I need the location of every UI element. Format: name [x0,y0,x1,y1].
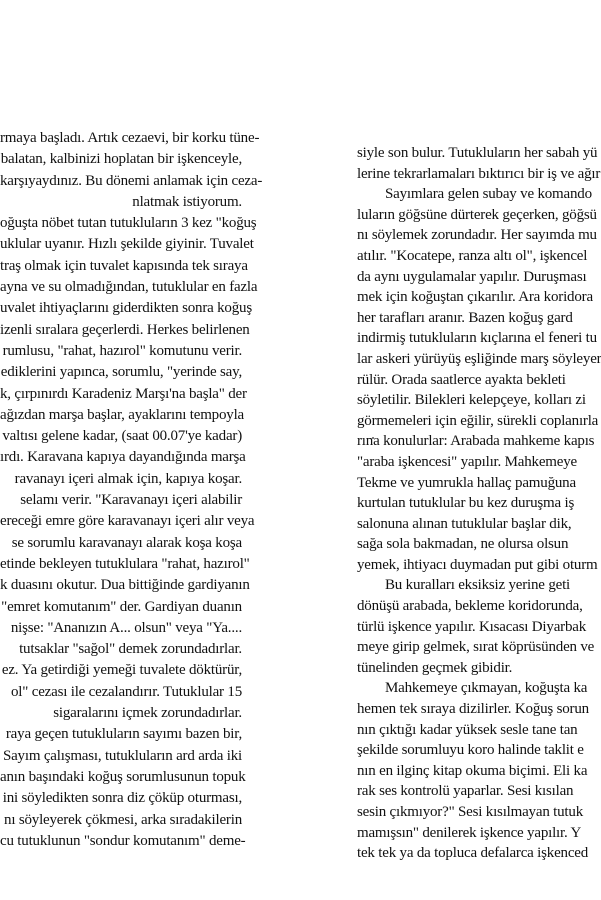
text-line: sesin çıkmıyor?" Sesi kısılmayan tutuk [357,804,583,820]
text-line: ravanayı içeri almak için, kapıya koşar. [14,470,242,487]
text-line: ereceği emre göre karavanayı içeri alır veya [0,513,255,530]
text-line: luların göğsüne dürterek geçerken, göğsü [357,206,597,223]
paragraph-start-line: Mahkemeye çıkmayan, koğuşta ka [385,680,588,697]
left-page [0,128,300,849]
text-line: traş olmak için tuvalet kapısında tek sıraya [0,257,248,274]
text-line: tek tek ya da topluca defalarca işkenced [357,845,589,862]
text-line: oğuşta nöbet tutan tutukluların 3 kez "koğuş [0,215,257,232]
text-line: lerine tekrarlamaları bıktırıcı bir iş ve ağır [357,165,601,182]
text-line: her tarafları aranır. Bazen koğuş gard [357,309,573,326]
text-line: sağa sola bakmadan, ne olursa olsun [357,536,569,553]
text-line: valtısı gelene kadar, (saat 00.07'ye kadar) [2,428,242,445]
text-line: nişse: "Ananızın A... olsun" veya "Ya.... [10,619,242,636]
text-line: "emret komutanım" der. Gardiyan duanın [1,598,242,615]
text-line: indirmiş tutukluların kıçlarına el feneri tu [357,330,597,347]
text-line: türlü işkence yapılır. Kısacası Diyarbak [357,618,587,635]
text-line: atılır. "Kocatepe, ranza altı ol", işkencel [357,247,588,264]
text-line: "araba işkencesi" yapılır. Mahkemeye [357,453,577,470]
text-line: kurtulan tutuklular bu kez duruşma iş [357,495,575,512]
text-line: görmemeleri için eğilir, sürekli coplanırla [357,412,599,429]
text-line: ırdı. Karavana kapıya dayandığında marşa [0,449,246,466]
text-line: raya geçen tutukluların sayımı bazen bir, [5,726,242,743]
text-line: hemen tek sıraya dizilirler. Koğuş sorun [357,701,589,718]
text-line: k, çırpınırdı Karadeniz Marşı'na başla" der [0,385,247,402]
text-line: nın çıktığı kadar yüksek sesle tane tan [357,721,578,738]
text-line: se sorumlu karavanayı alarak koşa koşa [11,534,242,551]
text-line: cu tutuklunun "sondur komutanım" deme- [0,832,246,849]
right-page [349,143,601,862]
text-line: ayna ve su olmadığından, tutuklular en fazla [0,279,258,296]
text-line: dönüşü arabada, bekleme koridorunda, [357,598,583,615]
text-line: rumlusu, "rahat, hazırol" komutunu verir. [2,342,242,359]
text-line: uvalet ihtiyaçlarını giderdikten sonra koğuş [0,300,252,317]
text-line: mek için koğuştan çıkarılır. Ara koridora [357,289,593,306]
text-line: karşıyaydınız. Bu dönemi anlamak için ceza- [0,172,263,189]
text-line: nı söylemek zorundadır. Her sayımda mu [357,227,597,244]
text-line: ez. Ya getirdiği yemeği tuvalete döktürür, [1,662,242,679]
text-line: ağızdan marşa başlar, ayaklarını tempoyla [0,406,245,423]
text-line: ini söyledikten sonra diz çöküp oturması, [2,790,242,807]
text-line: selamı verir. "Karavanayı içeri alabilir [20,492,242,509]
text-line: etinde bekleyen tutuklulara "rahat, hazırol" [0,555,250,572]
text-line: Tekme ve yumrukla hallaç pamuğuna [357,474,576,491]
text-line: rmaya başladı. Artık cezaevi, bir korku tüne- [0,130,260,146]
text-line: k duasını okutur. Dua bittiğinde gardiyanın [0,577,250,594]
text-line: rak ses kontrolü yaparlar. Sesi kısılan [357,783,574,800]
book-gutter [300,0,349,900]
text-line: siyle son bulur. Tutukluların her sabah yü [357,145,598,161]
text-line: izenli sıralara geçerlerdi. Herkes belirlenen [0,321,250,338]
text-line: ol" cezası ile cezalandırır. Tutuklular 15 [11,683,242,700]
text-line: şekilde sorumluyu koro halinde taklit e [357,742,584,759]
text-line: sigaralarını içmek zorundadırlar. [53,705,242,722]
text-line: rına konulurlar: Arabada mahkeme kapıs [357,433,595,450]
text-line: nın en ilginç kitap okuma biçimi. Eli ka [357,762,588,779]
text-line: balatan, kalbinizi hoplatan bir işkenceyle, [0,151,242,168]
text-line: nlatmak istiyorum. [132,193,242,210]
text-line: tutsaklar "sağol" demek zorundadırlar. [19,641,242,658]
text-line: ediklerini yapınca, sorumlu, "yerinde say, [0,364,242,381]
text-line: nı söyleyerek çökmesi, arka sıradakilerin [4,811,242,828]
text-line: Sayım çalışması, tutukluların ard arda iki [2,747,242,764]
paragraph-start-line: Bu kuralları eksiksiz yerine geti [385,577,571,594]
text-line: meye girip gelmek, sırat köprüsünden ve [357,639,595,656]
text-line: rülür. Orada saatlerce ayakta bekleti [357,371,566,388]
text-line: salonuna alınan tutuklular başlar dik, [357,515,572,532]
text-line: tünelinden geçmek gibidir. [357,659,513,676]
text-line: da aynı uygulamalar yapılır. Duruşması [357,268,587,285]
text-line: uklular uyanır. Hızlı şekilde giyinir. Tuvalet [0,236,254,253]
text-line: lar askeri yürüyüş eşliğinde marş söyleyer [357,350,601,367]
text-line: yemek, ihtiyacı duymadan put gibi oturm [357,556,598,573]
paragraph-start-line: Sayımlara gelen subay ve komando [385,186,592,203]
text-line: söyletilir. Bilekleri kelepçeye, kolları zi [357,392,586,409]
text-line: mamışsın" denilerek işkence yapılır. Y [357,824,582,841]
text-line: anın başındaki koğuş sorumlusunun topuk [0,768,246,785]
